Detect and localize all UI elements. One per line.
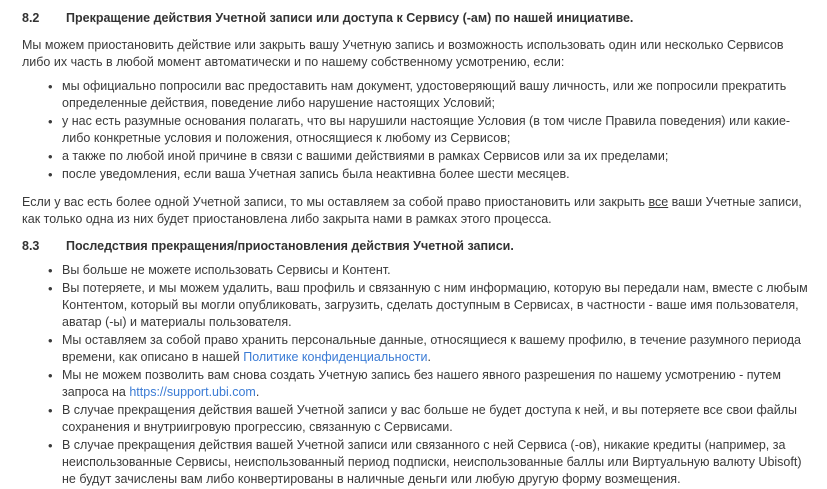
outro-underlined-word: все xyxy=(648,195,669,209)
section-8-3-heading xyxy=(22,238,815,255)
list-item: • мы официально попросили вас предоставить нам документ, удостоверяющий вашу личность, или же попросили прекратить определенные действия, поведение либо нарушение настоящих Условий; xyxy=(48,78,815,112)
section-8-2-outro xyxy=(22,194,815,228)
section-8-2 xyxy=(22,10,815,228)
section-title: Последствия прекращения/приостановления действия Учетной записи. xyxy=(66,239,514,253)
list-item-text-end: . xyxy=(427,350,431,364)
list-item: • после уведомления, если ваша Учетная запись была неактивна более шести месяцев. xyxy=(48,166,815,183)
support-link[interactable]: https://support.ubi.com xyxy=(129,385,256,399)
list-item: • Вы потеряете, и мы можем удалить, ваш профиль и связанную с ним информацию, которую вы передали нам, вместе с любым Контентом, который вы могли опубликовать, загрузить, сделать доступным в Сервисах, в частности - ваше имя пользователя, аватар (-ы) и материалы пользователя. xyxy=(48,280,815,331)
list-item-text: Мы оставляем за собой право хранить персональные данные, относящиеся к вашему профилю, в течение разумного периода времени, как описано в нашей xyxy=(62,333,801,364)
privacy-policy-link[interactable]: Политике конфиденциальности xyxy=(243,350,428,364)
list-item: • а также по любой иной причине в связи с вашими действиями в рамках Сервисов или за их пределами; xyxy=(48,148,815,165)
section-number: 8.3 xyxy=(22,239,40,253)
list-item: • В случае прекращения действия вашей Учетной записи или связанного с ней Сервиса (-ов), никакие кредиты (например, за неиспользованные Сервисы, неиспользованный период подписки, неиспользованные баллы или Виртуальную валюту Ubisoft) не будут зачислены вам либо конвертированы в наличные деньги или любую другую форму возмещения. xyxy=(48,437,815,488)
list-item: • В случае прекращения действия вашей Учетной записи у вас больше не будет доступа к ней, и вы потеряете все свои файлы сохранения и внутриигровую прогрессию, связанную с Сервисами. xyxy=(48,402,815,436)
list-item: • у нас есть разумные основания полагать, что вы нарушили настоящие Условия (в том числе Правила поведения) или какие-либо конкретные условия и положения, относящиеся к любому из Сервисов; xyxy=(48,113,815,147)
section-title: Прекращение действия Учетной записи или доступа к Сервису (-ам) по нашей инициативе. xyxy=(66,11,634,25)
list-item-text: Мы не можем позволить вам снова создать Учетную запись без нашего явного разрешения по нашему усмотрению - путем запроса на xyxy=(62,368,781,399)
list-item xyxy=(48,367,815,401)
outro-text-end: ваши Учетные записи, как только одна из них будет приостановлена либо закрыта нами в рамках этого процесса. xyxy=(22,195,802,226)
list-item: • Вы больше не можете использовать Сервисы и Контент. xyxy=(48,262,815,279)
list-item-text-end: . xyxy=(255,385,260,399)
section-8-2-heading xyxy=(22,10,815,27)
section-number: 8.2 xyxy=(22,11,40,25)
section-8-3 xyxy=(22,238,815,488)
section-8-3-list xyxy=(22,262,815,488)
list-item xyxy=(48,332,815,366)
section-8-2-list xyxy=(22,78,815,183)
section-8-2-intro: Мы можем приостановить действие или закрыть вашу Учетную запись и возможность использовать один или несколько Сервисов либо их часть в любой момент автоматически и по нашему собственному усмотрению, если: xyxy=(22,38,784,69)
outro-text-start: Если у вас есть более одной Учетной записи, то мы оставляем за собой право приостановить или закрыть xyxy=(22,195,649,209)
